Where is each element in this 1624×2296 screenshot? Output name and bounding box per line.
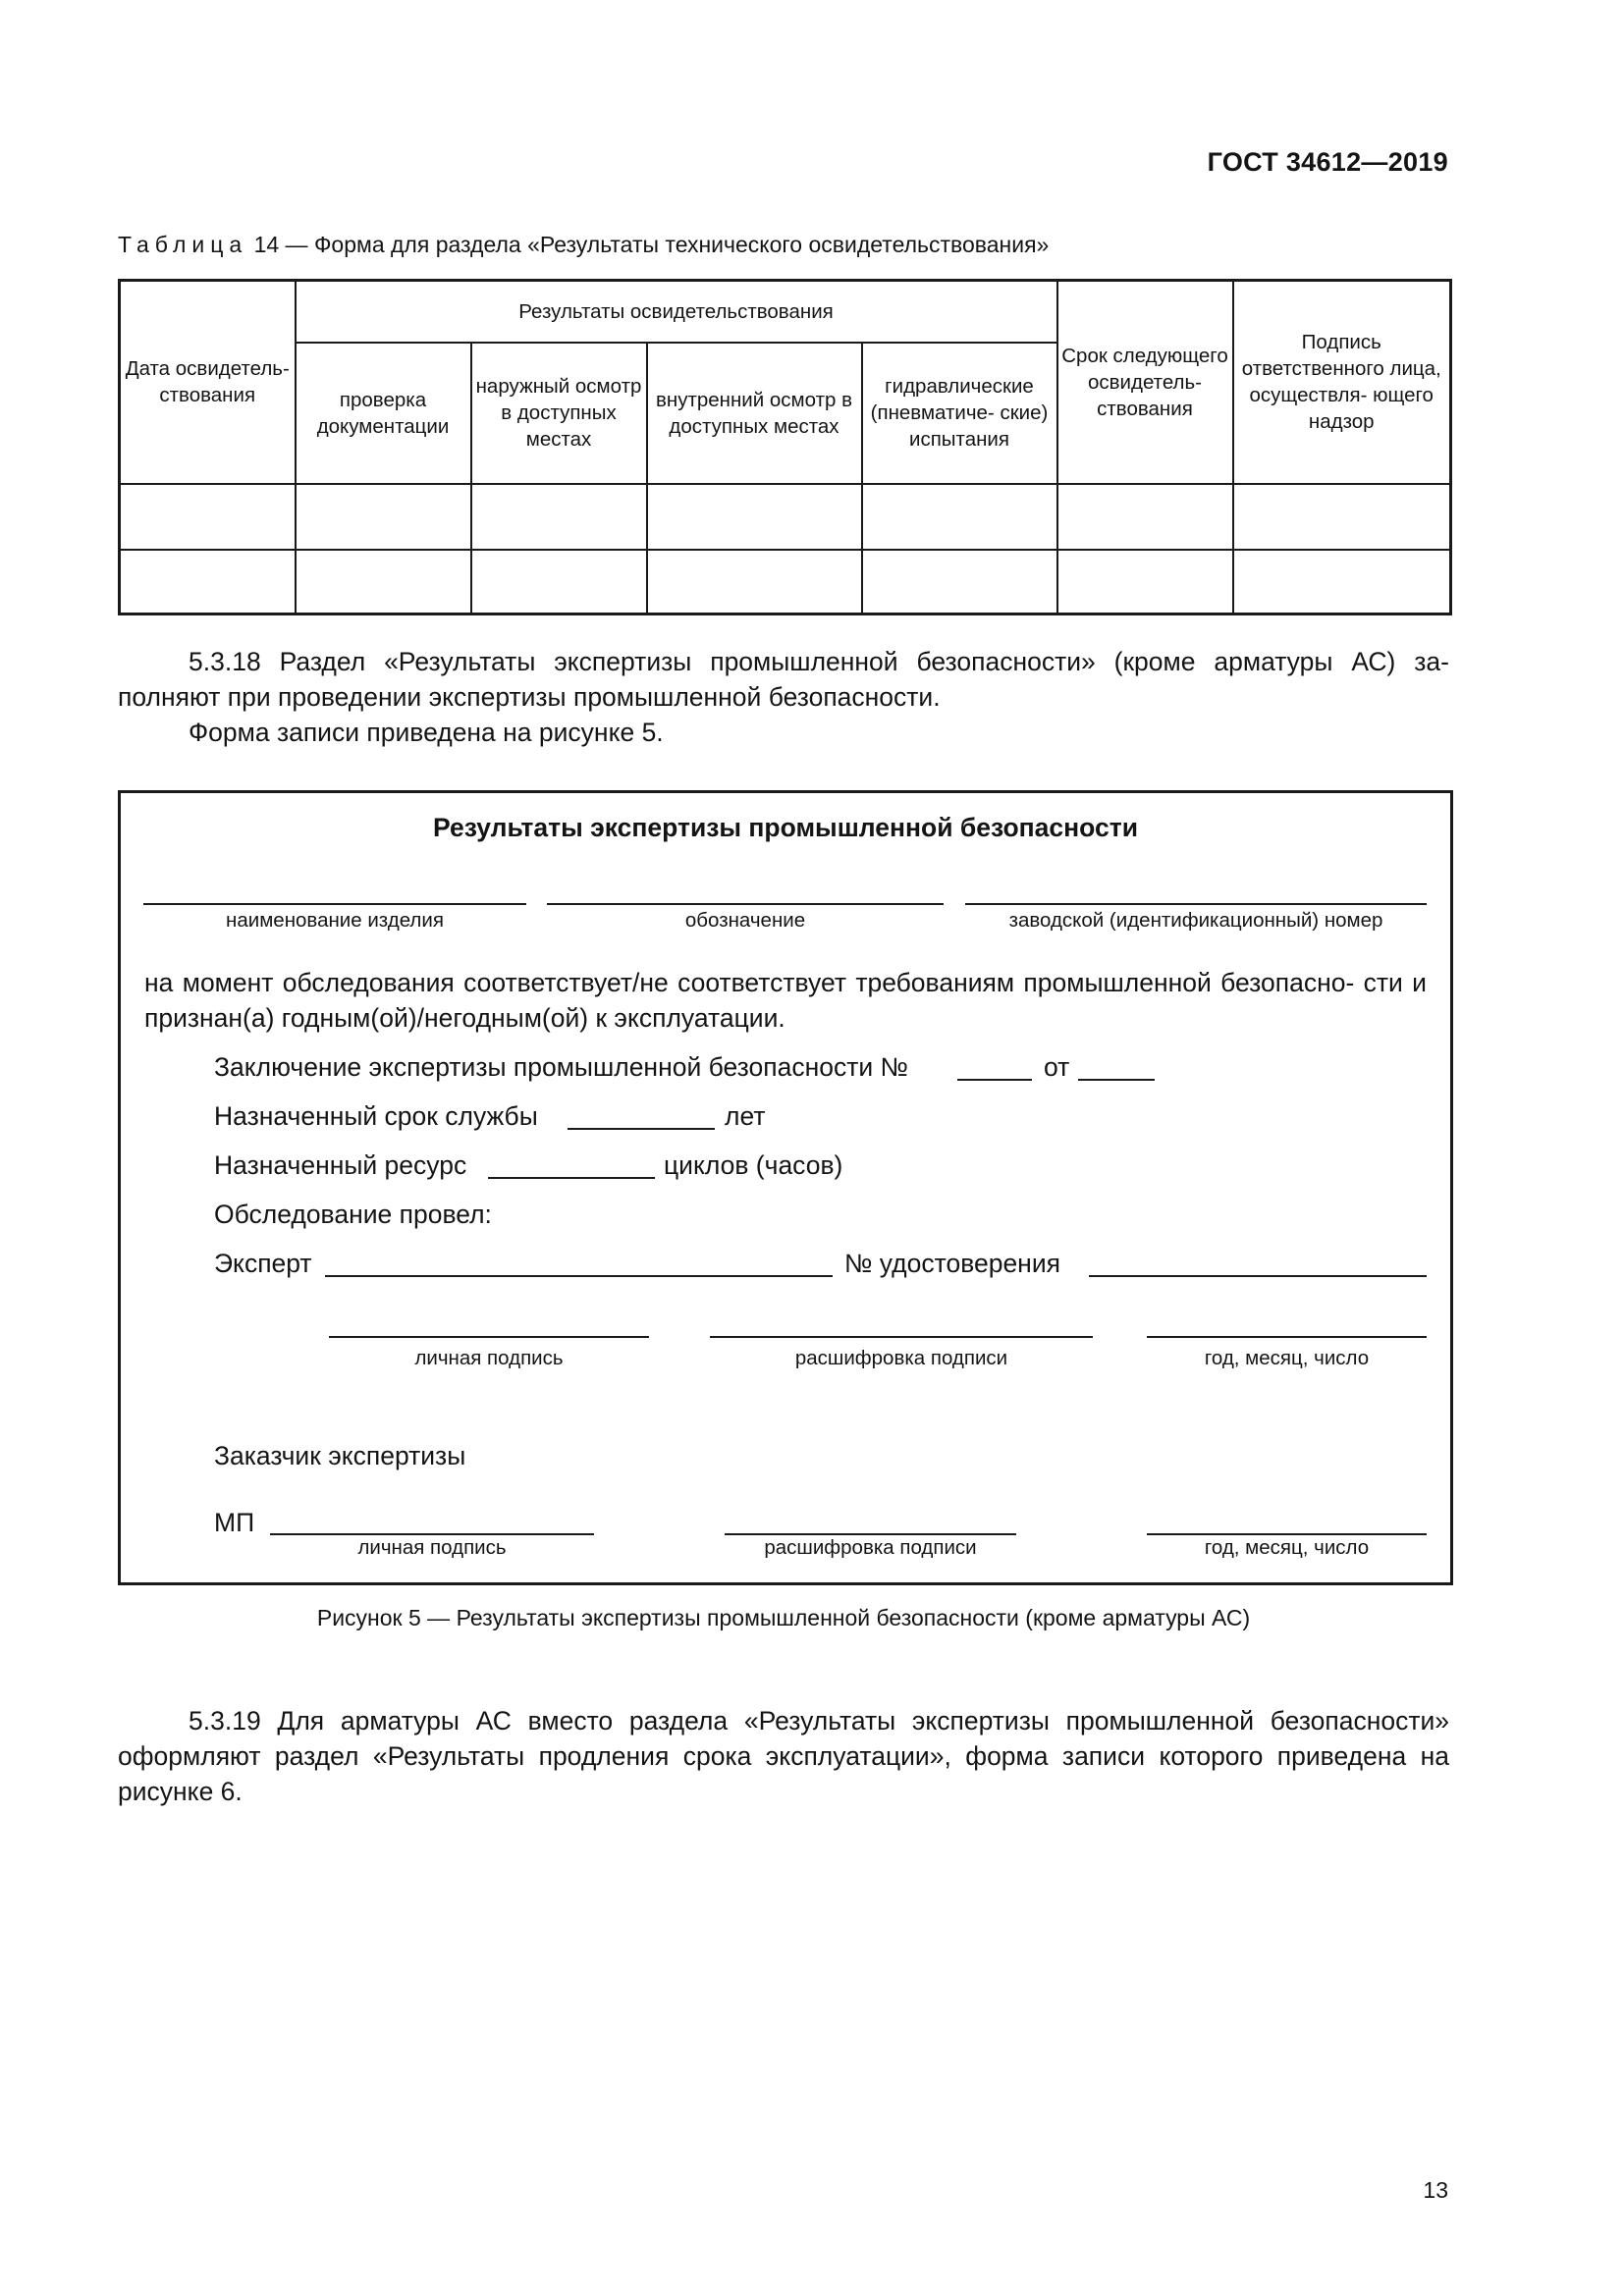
table-cell [296, 484, 471, 550]
table-cell [471, 550, 647, 614]
designation-line [547, 903, 944, 905]
expert-date-line [1147, 1336, 1427, 1338]
stamp-label: МП [214, 1508, 255, 1537]
expert-signature-decode-line [710, 1336, 1093, 1338]
service-life-field [568, 1128, 715, 1130]
table-cell [296, 550, 471, 614]
table-cell [862, 550, 1057, 614]
product-name-caption: наименование изделия [226, 909, 444, 932]
table-cell [647, 550, 862, 614]
table-header-date: Дата освидетель- ствования [120, 281, 296, 484]
page-number: 13 [1423, 2177, 1448, 2203]
table-header-signature: Подпись ответственного лица, осуществля- ющего надзор [1233, 281, 1451, 484]
figure-5-form [118, 790, 1453, 1585]
table-14-caption [118, 232, 1049, 258]
table-cell [1233, 484, 1451, 550]
customer-signature-caption: личная подпись [357, 1536, 507, 1559]
table-caption-text: 14 — Форма для раздела «Результаты технического освидетельствования» [253, 232, 1050, 257]
document-header: ГОСТ 34612—2019 [1207, 147, 1448, 177]
resource-label: Назначенный ресурс [214, 1150, 467, 1180]
expert-signature-decode-caption: расшифровка подписи [794, 1347, 1008, 1369]
customer-signature-decode-caption: расшифровка подписи [764, 1536, 977, 1559]
table-cell [862, 484, 1057, 550]
table-14 [118, 279, 1452, 615]
figure-5-caption: Рисунок 5 — Результаты экспертизы промышленной безопасности (кроме арматуры АС) [316, 1605, 1251, 1630]
compliance-statement: на момент обследования соответствует/не соответствует требованиям промышленной безопасно- сти и признан(а) годным(ой)/негодным(ой) к эксплуатации. [144, 968, 1427, 1033]
customer-date-line [1147, 1533, 1427, 1535]
form-title: Результаты экспертизы промышленной безопасности [432, 813, 1138, 842]
paragraph-5-3-18-line-1: 5.3.18 Раздел «Результаты экспертизы промышленной безопасности» (кроме арматуры АС) за- [189, 647, 1449, 676]
table-cell [120, 484, 296, 550]
resource-unit: циклов (часов) [664, 1150, 843, 1180]
conclusion-number-field [957, 1079, 1032, 1081]
table-caption-label: Таблица [118, 232, 248, 257]
expert-date-caption: год, месяц, число [1204, 1347, 1370, 1369]
serial-number-caption: заводской (идентификационный) номер [1008, 909, 1383, 932]
expert-name-field [325, 1275, 833, 1277]
table-header-results-group: Результаты освидетельствования [296, 281, 1057, 343]
service-life-label: Назначенный срок службы [214, 1101, 538, 1131]
table-row [120, 550, 1451, 614]
certificate-number-field [1089, 1275, 1427, 1277]
expert-label: Эксперт [214, 1249, 312, 1278]
table-cell [1057, 484, 1233, 550]
paragraph-5-3-18-line-2: полняют при проведении экспертизы промышленной безопасности. [118, 682, 941, 712]
customer-signature-line [270, 1533, 594, 1535]
customer-date-caption: год, месяц, число [1204, 1536, 1370, 1559]
conclusion-label: Заключение экспертизы промышленной безопасности № [214, 1052, 908, 1082]
table-cell [120, 550, 296, 614]
table-header-internal-inspection: внутренний осмотр в доступных местах [647, 343, 862, 484]
expert-signature-caption: личная подпись [414, 1347, 564, 1369]
table-cell [647, 484, 862, 550]
serial-number-line [965, 903, 1427, 905]
expert-signature-line [329, 1336, 649, 1338]
table-header-next-term: Срок следующего освидетель- ствования [1057, 281, 1233, 484]
table-header-document-check: проверка документации [296, 343, 471, 484]
certificate-label: № удостоверения [844, 1249, 1060, 1278]
paragraph-5-3-19: 5.3.19 Для арматуры АС вместо раздела «Результаты экспертизы промышленной безопасности» оформляют раздел «Результаты продления срока эксплуатации», форма записи которого приведена на рисунке 6. [118, 1706, 1449, 1806]
product-name-line [143, 903, 526, 905]
customer-label: Заказчик экспертизы [214, 1441, 466, 1470]
service-life-unit: лет [725, 1101, 766, 1131]
resource-field [488, 1177, 655, 1179]
conclusion-date-field [1078, 1079, 1155, 1081]
conclusion-from-label: от [1044, 1052, 1070, 1082]
paragraph-5-3-18-form-note: Форма записи приведена на рисунке 5. [189, 718, 664, 747]
table-row [120, 484, 1451, 550]
inspected-by-label: Обследование провел: [214, 1200, 492, 1229]
paragraph-5-3-18 [118, 644, 1449, 715]
table-header-hydraulic-test: гидравлические (пневматиче- ские) испытания [862, 343, 1057, 484]
table-cell [1233, 550, 1451, 614]
table-header-external-inspection: наружный осмотр в доступных местах [471, 343, 647, 484]
customer-signature-decode-line [725, 1533, 1016, 1535]
designation-caption: обозначение [684, 909, 806, 932]
table-cell [1057, 550, 1233, 614]
table-cell [471, 484, 647, 550]
